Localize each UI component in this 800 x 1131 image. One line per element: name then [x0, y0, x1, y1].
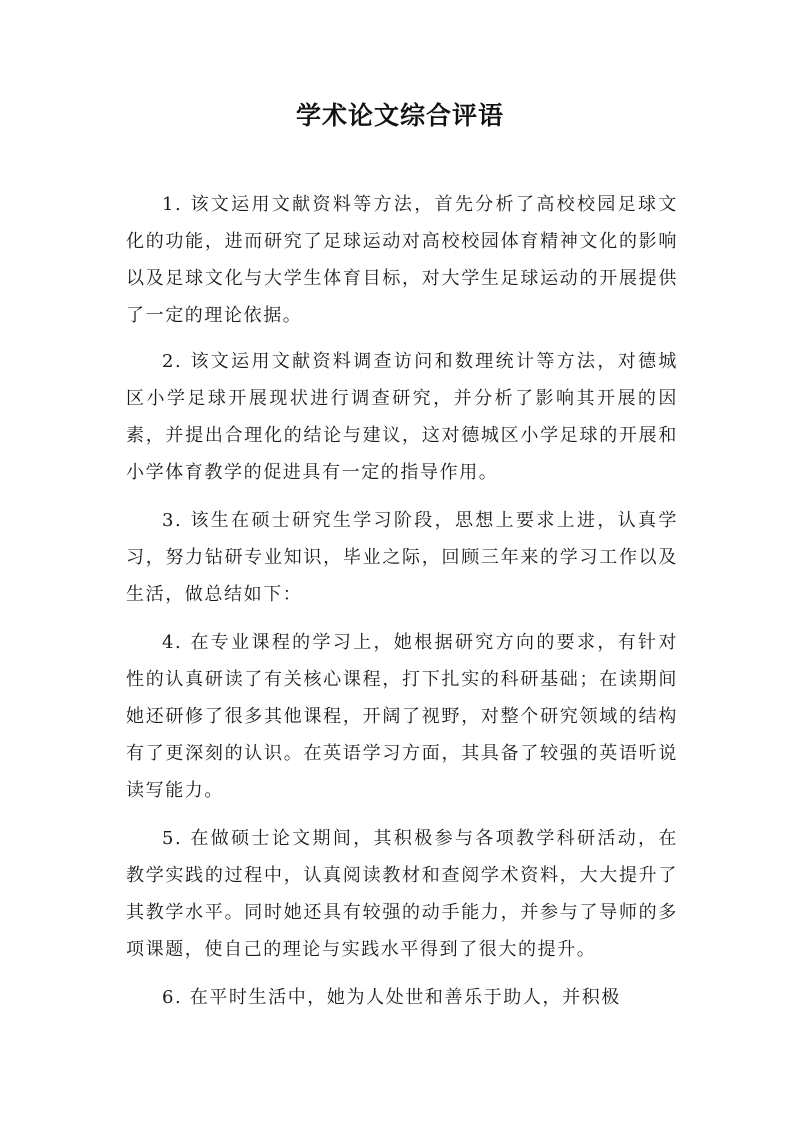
paragraph-3: 3. 该生在硕士研究生学习阶段，思想上要求上进，认真学习，努力钻研专业知识，毕业之际，回顾三年来的学习工作以及生活，做总结如下：	[126, 510, 678, 605]
paragraph-6: 6. 在平时生活中，她为人处世和善乐于助人，并积极	[162, 987, 621, 1008]
document-title: 学术论文综合评语	[295, 101, 504, 130]
paragraph-4: 4. 在专业课程的学习上，她根据研究方向的要求，有针对性的认真研读了有关核心课程，打下扎实的科研基础；在读期间她还研修了很多其他课程，开阔了视野，对整个研究领域的结构有了更深刻的认识。在英语学习方面，其具备了较强的英语听说读写能力。	[126, 632, 678, 801]
paragraph-2: 2. 该文运用文献资料调查访问和数理统计等方法，对德城区小学足球开展现状进行调查研究，并分析了影响其开展的因素，并提出合理化的结论与建议，这对德城区小学足球的开展和小学体育教学的促进具有一定的指导作用。	[126, 351, 678, 483]
paragraph-1: 1. 该文运用文献资料等方法，首先分析了高校校园足球文化的功能，进而研究了足球运动对高校校园体育精神文化的影响以及足球文化与大学生体育目标，对大学生足球运动的开展提供了一定的理论依据。	[126, 194, 678, 326]
document-body	[126, 186, 678, 1027]
paragraph-5: 5. 在做硕士论文期间，其积极参与各项教学科研活动，在教学实践的过程中，认真阅读教材和查阅学术资料，大大提升了其教学水平。同时她还具有较强的动手能力，并参与了导师的多项课题，使自己的理论与实践水平得到了很大的提升。	[126, 828, 678, 960]
